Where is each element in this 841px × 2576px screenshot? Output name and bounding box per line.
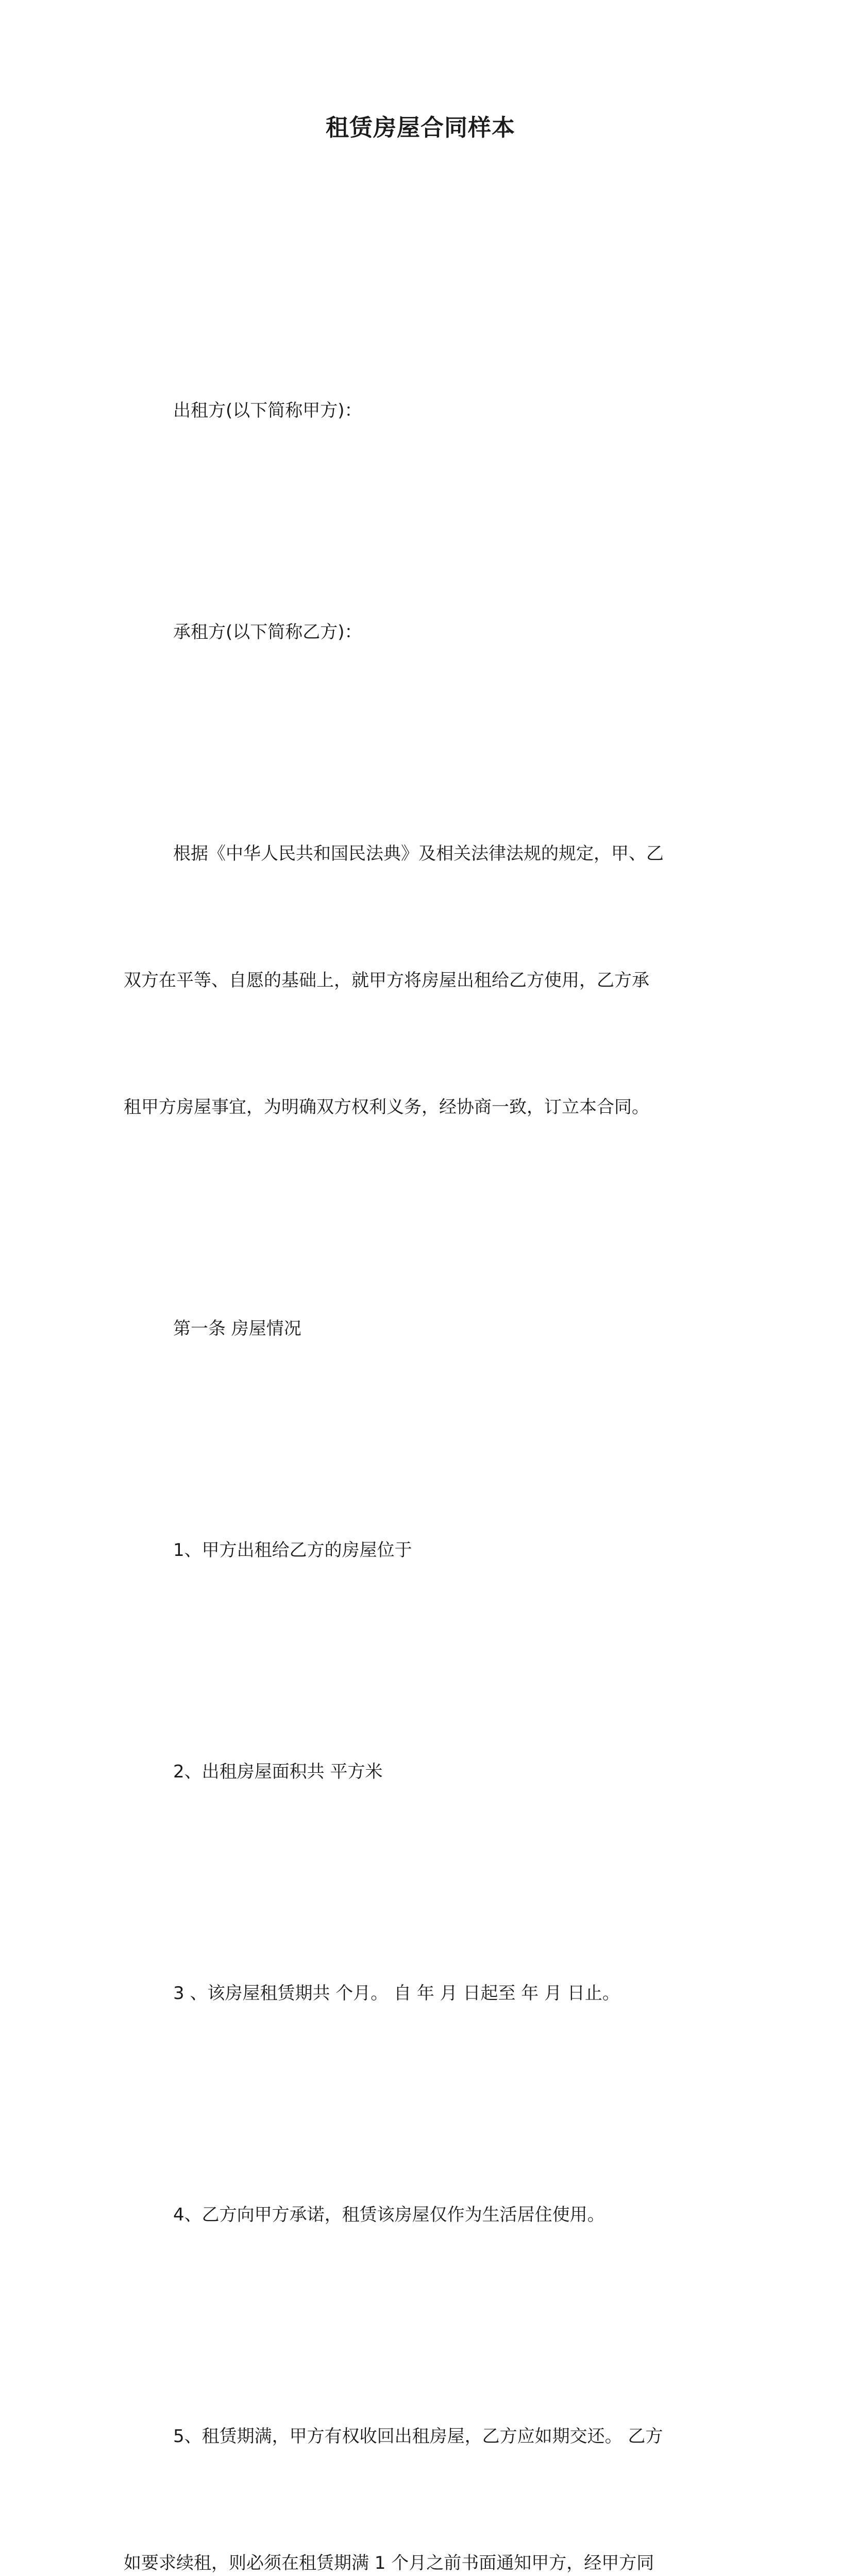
clause-item-1: [124, 1445, 716, 1656]
paragraph-line: 根据《中华人民共和国民法典》及相关法律法规的规定，甲、乙: [173, 843, 664, 864]
clause-item-3: [124, 1888, 716, 2099]
paragraph-lessor: [124, 305, 716, 516]
paragraph-preamble: [124, 748, 716, 1213]
paragraph-line: 4、乙方向甲方承诺，租赁该房屋仅作为生活居住使用。: [173, 2205, 605, 2225]
section-heading-1: [124, 1223, 716, 1434]
clause-item-5: [124, 2331, 716, 2576]
paragraph-line: 如要求续租，则必须在租赁期满 1 个月之前书面通知甲方，经甲方同: [124, 2553, 654, 2573]
paragraph-lessee: [124, 527, 716, 738]
paragraph-line: 出租方(以下简称甲方)：: [173, 400, 362, 421]
document-body: [124, 305, 716, 2576]
paragraph-line: 双方在平等、自愿的基础上，就甲方将房屋出租给乙方使用，乙方承: [124, 970, 649, 991]
paragraph-line: 2、出租房屋面积共 平方米: [173, 1761, 383, 1782]
document-title: 租赁房屋合同样本: [325, 114, 515, 141]
paragraph-line: 5、租赁期满，甲方有权收回出租房屋，乙方应如期交还。 乙方: [173, 2426, 663, 2447]
paragraph-line: 1、甲方出租给乙方的房屋位于: [173, 1540, 412, 1561]
paragraph-line: 租甲方房屋事宜，为明确双方权利义务，经协商一致，订立本合同。: [124, 1097, 649, 1117]
paragraph-line: 第一条 房屋情况: [173, 1318, 301, 1339]
paragraph-line: 承租方(以下简称乙方)：: [173, 622, 362, 642]
paragraph-line: 3 、该房屋租赁期共 个月。 自 年 月 日起至 年 月 日止。: [173, 1983, 620, 2004]
clause-item-4: [124, 2109, 716, 2320]
clause-item-2: [124, 1666, 716, 1877]
